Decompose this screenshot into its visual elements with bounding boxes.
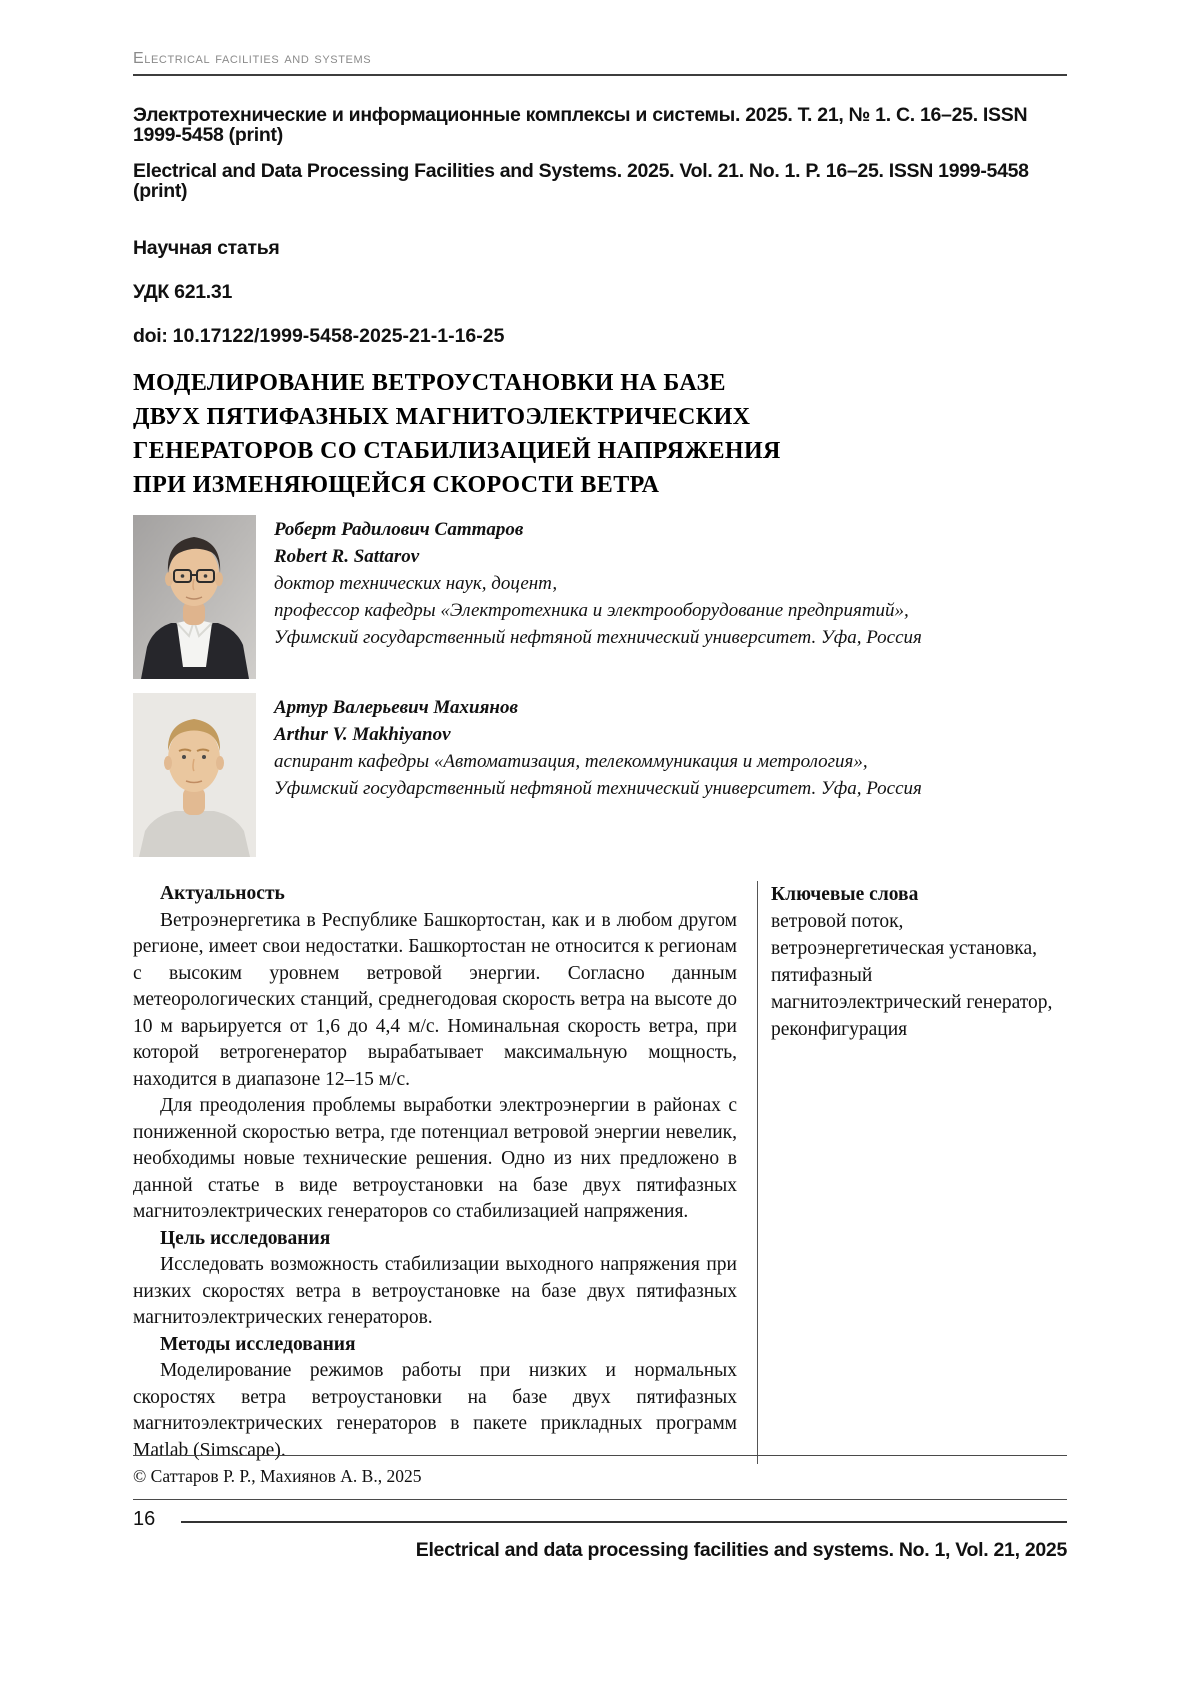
author-affiliation-line: Уфимский государственный нефтяной технический университет. Уфа, Россия (274, 778, 922, 799)
keywords-text: ветровой поток, ветроэнергетическая установка, пятифазный магнитоэлектрический генератор, реконфигурация (771, 911, 1053, 1040)
page-number: 16 (133, 1508, 156, 1530)
author-affiliation-line: доктор технических наук, доцент, (274, 573, 558, 594)
title-line: ГЕНЕРАТОРОВ СО СТАБИЛИЗАЦИЕЙ НАПРЯЖЕНИЯ (133, 438, 781, 464)
page-number-rule (181, 1521, 1067, 1523)
paragraph-relevance-1: Ветроэнергетика в Республике Башкортостан, как и в любом другом регионе, имеет свои недостатки. Башкортостан не относится к регионам с высоким уровнем ветровой энергии. Согласно данным метеорологических станций, среднегодовая скорость ветра на высоте до 10 м варьируется от 1,6 до 4,4 м/с. Номинальная скорость ветра, при которой ветрогенератор вырабатывает максимальную мощность, находится в диапазоне 12–15 м/с. (133, 909, 737, 1090)
main-column (133, 881, 737, 1464)
section-heading-goal: Цель исследования (160, 1227, 331, 1249)
paragraph-goal: Исследовать возможность стабилизации выходного напряжения при низких скоростях ветра в ветроустановке на базе двух пятифазных магнитоэлектрических генераторов. (133, 1254, 737, 1328)
doi-label: doi: (133, 325, 168, 347)
abstract-columns (133, 881, 1067, 1464)
article-type-label: Научная статья (133, 237, 280, 259)
footer-journal-line: Electrical and data processing facilities and systems. No. 1, Vol. 21, 2025 (415, 1539, 1067, 1561)
paragraph-methods: Моделирование режимов работы при низких и нормальных скоростях ветра ветроустановки на базе двух пятифазных магнитоэлектрических генераторов в пакете прикладных программ Matlab (Simscape). (133, 1360, 737, 1461)
author-name-en: Robert R. Sattarov (274, 546, 420, 567)
journal-line-ru: Электротехнические и информационные комплексы и системы. 2025. Т. 21, № 1. С. 16–25. ISSN 1999-5458 (print) (133, 104, 1028, 146)
page-content (133, 0, 1067, 1464)
title-line: МОДЕЛИРОВАНИЕ ВЕТРОУСТАНОВКИ НА БАЗЕ (133, 370, 726, 396)
author-name-en: Arthur V. Makhiyanov (274, 724, 451, 745)
title-line: ДВУХ ПЯТИФАЗНЫХ МАГНИТОЭЛЕКТРИЧЕСКИХ (133, 404, 751, 430)
footer-rule-bottom (133, 1499, 1067, 1500)
author-affiliation-line: аспирант кафедры «Автоматизация, телекоммуникация и метрология», (274, 751, 868, 772)
copyright-line: © Саттаров Р. Р., Махиянов А. В., 2025 (133, 1466, 422, 1486)
keywords-heading: Ключевые слова (771, 884, 919, 905)
udc-line (133, 281, 1067, 304)
journal-line-en: Electrical and Data Processing Facilities and Systems. 2025. Vol. 21. No. 1. P. 16–25. ISSN 1999-5458 (print) (133, 160, 1029, 202)
paragraph-relevance-2: Для преодоления проблемы выработки электроэнергии в районах с пониженной скоростью ветра, где потенциал ветровой энергии невелик, необходимы новые технические решения. Одно из них предложено в данной статье в виде ветроустановки на базе двух пятифазных магнитоэлектрических генераторов со стабилизацией напряжения. (133, 1095, 737, 1222)
section-heading-methods: Методы исследования (160, 1333, 356, 1355)
author-info (274, 515, 922, 679)
author-card-sattarov (133, 515, 1067, 679)
keywords-column (757, 881, 1067, 1464)
section-heading-relevance: Актуальность (160, 883, 285, 904)
doi-line (133, 325, 1067, 348)
udc-label: УДК (133, 281, 170, 303)
author-affiliation-line: профессор кафедры «Электротехника и электрооборудование предприятий», (274, 600, 909, 621)
author-name-ru: Роберт Радилович Саттаров (274, 519, 524, 540)
author-affiliation-line: Уфимский государственный нефтяной технический университет. Уфа, Россия (274, 627, 922, 648)
author-info (274, 693, 922, 857)
author-photo-makhiyanov (133, 693, 256, 857)
doi-value: 10.17122/1999-5458-2025-21-1-16-25 (172, 325, 505, 347)
article-title (133, 366, 1067, 502)
footer-rule-top (133, 1455, 1067, 1456)
author-card-makhiyanov (133, 693, 1067, 857)
author-photo-sattarov (133, 515, 256, 679)
author-name-ru: Артур Валерьевич Махиянов (274, 697, 518, 718)
udc-value: 621.31 (174, 281, 233, 303)
title-line: ПРИ ИЗМЕНЯЮЩЕЙСЯ СКОРОСТИ ВЕТРА (133, 472, 660, 498)
running-head: Electrical facilities and systems (133, 50, 1067, 76)
